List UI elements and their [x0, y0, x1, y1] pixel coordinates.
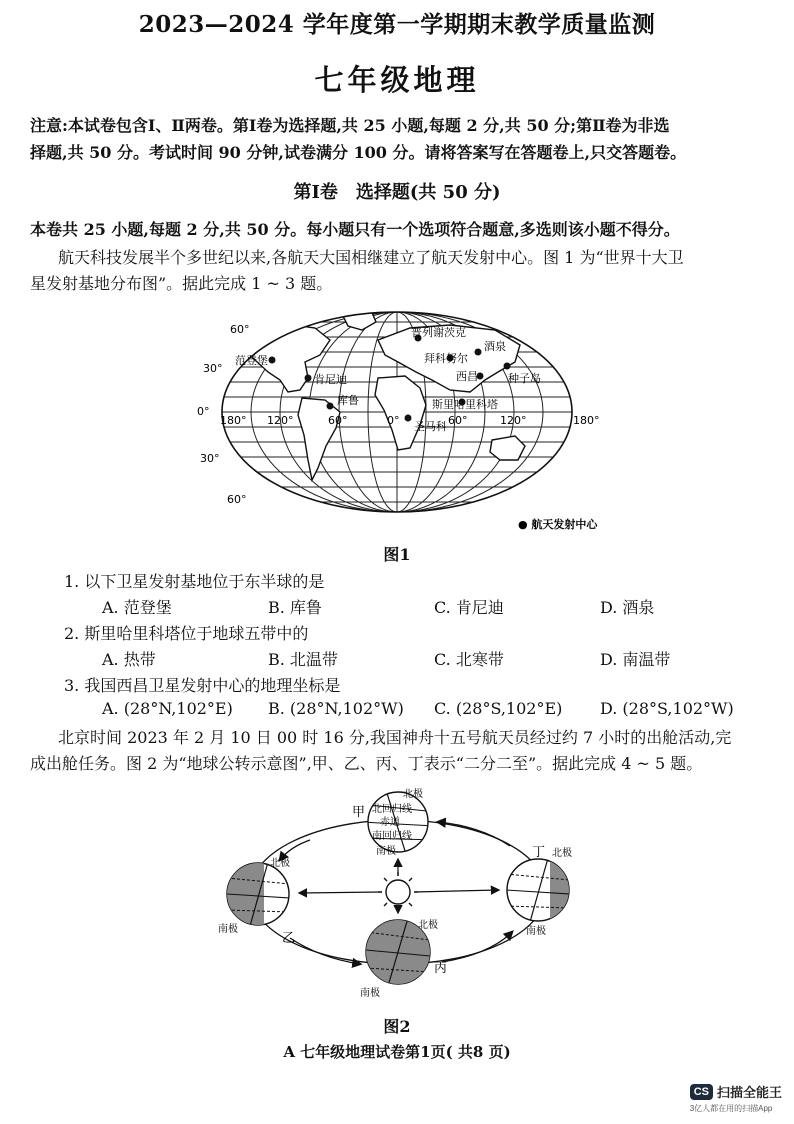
- site-label: 肯尼迪: [314, 373, 347, 386]
- lon-label: 120°: [267, 414, 294, 427]
- north-pole-label: 北极: [418, 920, 438, 931]
- q2-option-d[interactable]: D. 南温带: [600, 650, 671, 669]
- scanner-watermark: [690, 1082, 782, 1114]
- latline-label: 赤道: [380, 817, 400, 828]
- world-map-figure: [180, 300, 620, 540]
- position-label: 丁: [532, 845, 546, 860]
- lon-label: 120°: [500, 414, 527, 427]
- lon-label: 180°: [573, 414, 600, 427]
- earth-jia: [360, 787, 436, 857]
- q2-option-a[interactable]: A. 热带: [102, 650, 156, 669]
- lat-label: 30°: [203, 362, 223, 375]
- q1-option-d[interactable]: D. 酒泉: [600, 598, 655, 617]
- north-pole-label: 北极: [403, 789, 423, 800]
- intro1-line-2: 星发射基地分布图”。据此完成 1 ~ 3 题。: [30, 274, 333, 293]
- site-marker: [327, 403, 334, 410]
- figure1-caption: 图1: [383, 545, 411, 564]
- cs-logo-icon: CS: [690, 1084, 713, 1100]
- q2-option-c[interactable]: C. 北寒带: [434, 650, 504, 669]
- earth-bing: [360, 918, 438, 999]
- position-label: 丙: [434, 961, 448, 976]
- lon-label: 0°: [387, 414, 400, 427]
- map-legend: ● 航天发射中心: [518, 518, 598, 531]
- site-marker: [475, 349, 482, 356]
- lon-label: 60°: [328, 414, 348, 427]
- lat-label: 30°: [200, 452, 220, 465]
- question-2-stem: 2. 斯里哈里科塔位于地球五带中的: [64, 624, 309, 643]
- north-pole-label: 北极: [270, 858, 290, 869]
- q1-option-a[interactable]: A. 范登堡: [102, 598, 172, 617]
- site-marker: [305, 375, 312, 382]
- latline-label: 南回归线: [372, 831, 412, 842]
- site-marker: [405, 415, 412, 422]
- earth-revolution-figure: [210, 782, 590, 1014]
- site-label: 范登堡: [235, 354, 268, 367]
- question-3-stem: 3. 我国西昌卫星发射中心的地理坐标是: [64, 676, 341, 695]
- site-label: 圣马科: [414, 420, 447, 433]
- q2-option-b[interactable]: B. 北温带: [268, 650, 338, 669]
- site-label: 种子岛: [508, 372, 541, 385]
- lat-label: 60°: [227, 493, 247, 506]
- earth-yi: [218, 856, 290, 935]
- site-label: 斯里哈里科塔: [432, 398, 498, 411]
- intro2-line-2: 成出舱任务。图 2 为“地球公转示意图”,甲、乙、丙、丁表示“二分二至”。据此完成 4 ~ 5 题。: [30, 754, 703, 773]
- lat-label: 0°: [197, 405, 210, 418]
- site-marker: [269, 357, 276, 364]
- position-label: 乙: [282, 931, 296, 946]
- site-label: 拜科努尔: [424, 352, 468, 365]
- notice-line-1: 注意:本试卷包含Ⅰ、Ⅱ两卷。第Ⅰ卷为选择题,共 25 小题,每题 2 分,共 50 分;第Ⅱ卷为非选: [30, 116, 670, 135]
- q3-option-a[interactable]: A. (28°N,102°E): [102, 699, 233, 718]
- south-pole-label: 南极: [360, 988, 380, 999]
- figure2-caption: 图2: [383, 1017, 411, 1036]
- north-pole-label: 北极: [552, 848, 572, 859]
- south-pole-label: 南极: [376, 846, 396, 857]
- exam-title: 2023—2024 学年度第一学期期末教学质量监测: [138, 11, 656, 38]
- south-pole-label: 南极: [218, 924, 238, 935]
- site-label: 普列谢茨克: [411, 326, 466, 339]
- section-instruction: 本卷共 25 小题,每题 2 分,共 50 分。每小题只有一个选项符合题意,多选则该小题不得分。: [30, 220, 680, 239]
- site-label: 库鲁: [337, 394, 359, 407]
- question-1-stem: 1. 以下卫星发射基地位于东半球的是: [64, 572, 325, 591]
- south-pole-label: 南极: [526, 926, 546, 937]
- page-footer: A 七年级地理试卷第1页( 共8 页): [283, 1043, 511, 1061]
- site-label: 酒泉: [484, 340, 506, 353]
- watermark-name: 扫描全能王: [716, 1085, 782, 1100]
- sun-icon: [378, 872, 418, 912]
- site-marker: [504, 363, 511, 370]
- lon-label: 180°: [220, 414, 247, 427]
- watermark-sub: 3亿人都在用的扫描App: [689, 1104, 773, 1113]
- position-label: 甲: [352, 805, 366, 820]
- q1-option-c[interactable]: C. 肯尼迪: [434, 598, 504, 617]
- q3-option-c[interactable]: C. (28°S,102°E): [434, 699, 563, 718]
- section-title: 第Ⅰ卷 选择题(共 50 分): [293, 182, 501, 203]
- subject-title: 七年级地理: [314, 63, 480, 97]
- q1-option-b[interactable]: B. 库鲁: [268, 598, 322, 617]
- q3-option-b[interactable]: B. (28°N,102°W): [268, 699, 404, 718]
- intro1-line-1: 航天科技发展半个多世纪以来,各航天大国相继建立了航天发射中心。图 1 为“世界十大卫: [58, 248, 684, 267]
- latline-label: 北回归线: [372, 804, 412, 815]
- notice-line-2: 择题,共 50 分。考试时间 90 分钟,试卷满分 100 分。请将答案写在答题卷上,只交答题卷。: [30, 143, 687, 162]
- lon-label: 60°: [448, 414, 468, 427]
- lat-label: 60°: [230, 323, 250, 336]
- q3-option-d[interactable]: D. (28°S,102°W): [600, 699, 734, 718]
- site-label: 西昌: [456, 370, 478, 383]
- intro2-line-1: 北京时间 2023 年 2 月 10 日 00 时 16 分,我国神舟十五号航天员经过约 7 小时的出舱活动,完: [58, 728, 732, 747]
